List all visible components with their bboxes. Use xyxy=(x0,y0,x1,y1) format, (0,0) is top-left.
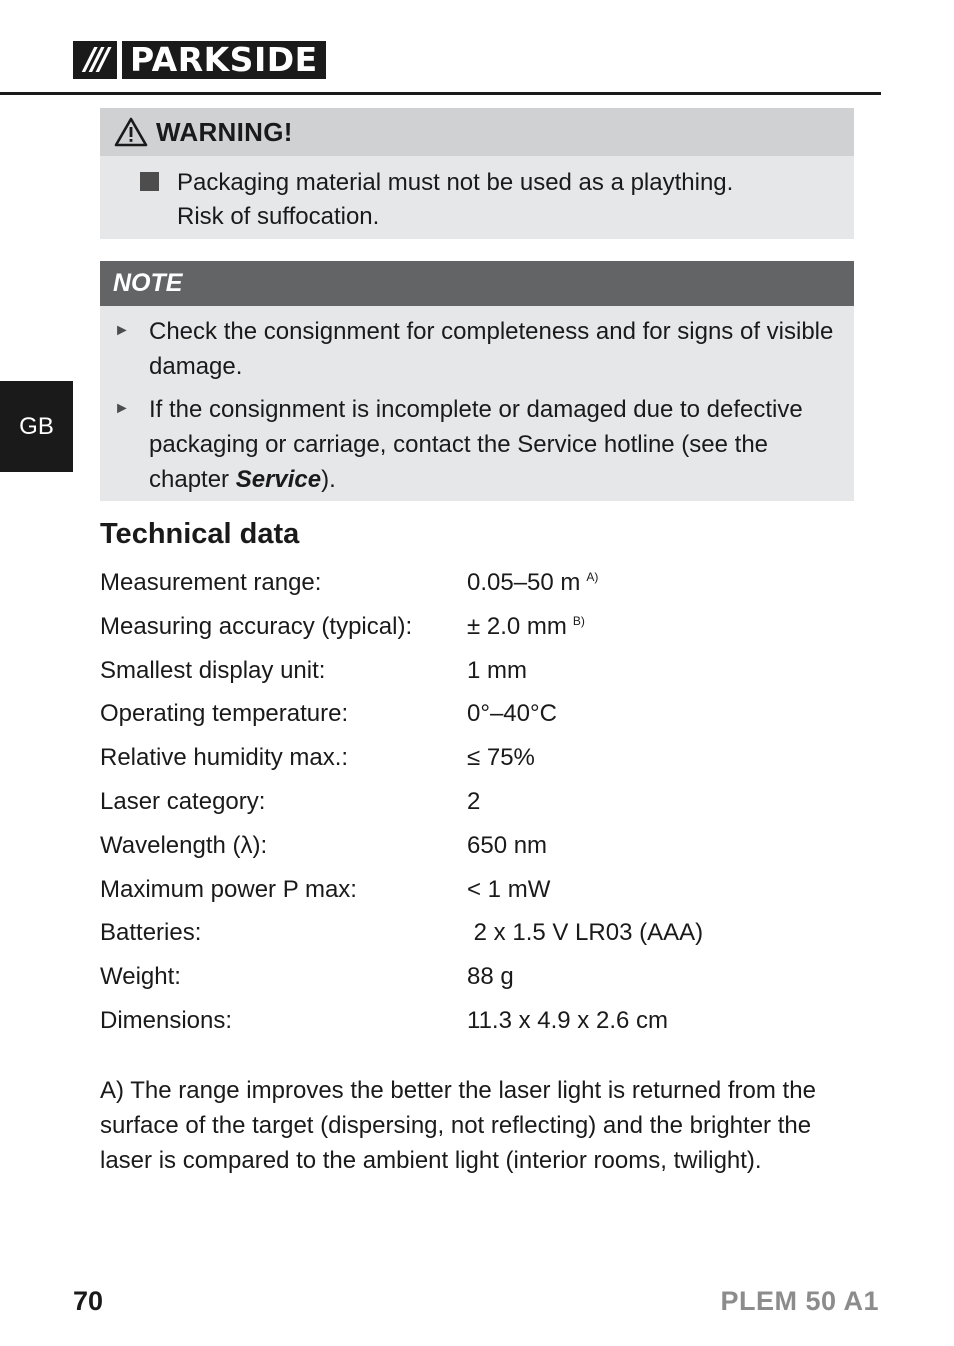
spec-row xyxy=(100,957,860,997)
warning-box xyxy=(100,108,854,239)
technical-data-heading: Technical data xyxy=(100,518,300,550)
bullet-square-icon xyxy=(140,172,159,191)
spec-row xyxy=(100,738,860,778)
spec-label: Operating temperature: xyxy=(100,700,349,728)
spec-label: Measuring accuracy (typical): xyxy=(100,612,413,640)
spec-row xyxy=(100,694,860,734)
spec-label: Laser category: xyxy=(100,788,266,815)
warning-triangle-icon xyxy=(114,117,148,147)
note-box xyxy=(100,261,854,501)
logo-slashes: /// xyxy=(73,41,117,79)
note-item-text: Check the consignment for completeness and for signs of visible damage. xyxy=(149,318,834,380)
warning-title: WARNING! xyxy=(156,116,293,147)
spec-row xyxy=(100,607,860,647)
spec-row xyxy=(100,913,860,953)
spec-row xyxy=(100,1001,860,1041)
arrow-right-icon: ► xyxy=(114,400,130,417)
spec-value: 11.3 x 4.9 x 2.6 cm xyxy=(467,1007,668,1034)
spec-label: Weight: xyxy=(100,963,181,991)
spec-label: Smallest display unit: xyxy=(100,656,326,684)
note-title: NOTE xyxy=(100,261,854,306)
warning-header xyxy=(100,108,854,156)
spec-label: Wavelength (λ): xyxy=(100,831,268,859)
spec-row xyxy=(100,782,860,822)
spec-value: 2 x 1.5 V LR03 (AAA) xyxy=(467,919,704,947)
spec-value: 0°–40°C xyxy=(467,700,557,728)
model-name: PLEM 50 A1 xyxy=(720,1286,879,1316)
spec-label: Maximum power P max: xyxy=(100,875,357,903)
spec-row xyxy=(100,826,860,866)
page-number: 70 xyxy=(73,1286,104,1316)
spec-value: < 1 mW xyxy=(467,875,551,903)
spec-value: 2 xyxy=(467,788,481,815)
footnote-marker: B) xyxy=(572,613,585,628)
spec-row xyxy=(100,651,860,691)
spec-label: Batteries: xyxy=(100,919,202,947)
language-tab: GB xyxy=(0,381,73,472)
footnote-marker: A) xyxy=(586,570,599,584)
parkside-logo xyxy=(73,41,326,79)
arrow-right-icon: ► xyxy=(114,322,130,339)
spec-row xyxy=(100,870,860,910)
note-item-text: If the consignment is incomplete or damaged due to defective packaging or carriage, contact the Service hotline (see the chapter Service). xyxy=(149,396,803,493)
warning-line: Packaging material must not be used as a plaything. xyxy=(177,169,734,196)
spec-value: 88 g xyxy=(467,963,514,991)
logo-wordmark: PARKSIDE xyxy=(122,41,326,79)
spec-value: ± 2.0 mm $^{B)}$ xyxy=(467,612,585,640)
spec-label: Relative humidity max.: xyxy=(100,744,349,772)
spec-value: 0.05–50 m $^{A)}$ xyxy=(467,569,599,596)
spec-label: Dimensions: xyxy=(100,1007,233,1034)
spec-row xyxy=(100,563,860,603)
spec-value: 1 mm xyxy=(467,656,527,684)
service-chapter-reference: Service xyxy=(235,466,322,493)
spec-value: ≤ 75% xyxy=(467,744,535,772)
spec-label: Measurement range: xyxy=(100,569,322,596)
warning-line: Risk of suffocation. xyxy=(177,203,380,230)
header-divider xyxy=(0,92,881,95)
spec-value: 650 nm xyxy=(467,831,548,859)
footnote-a: A) The range improves the better the laser light is returned from the surface of the target (dispersing, not reflecting) and the brighter the laser is compared to the ambient light (interior rooms, twilight). xyxy=(100,1077,816,1174)
